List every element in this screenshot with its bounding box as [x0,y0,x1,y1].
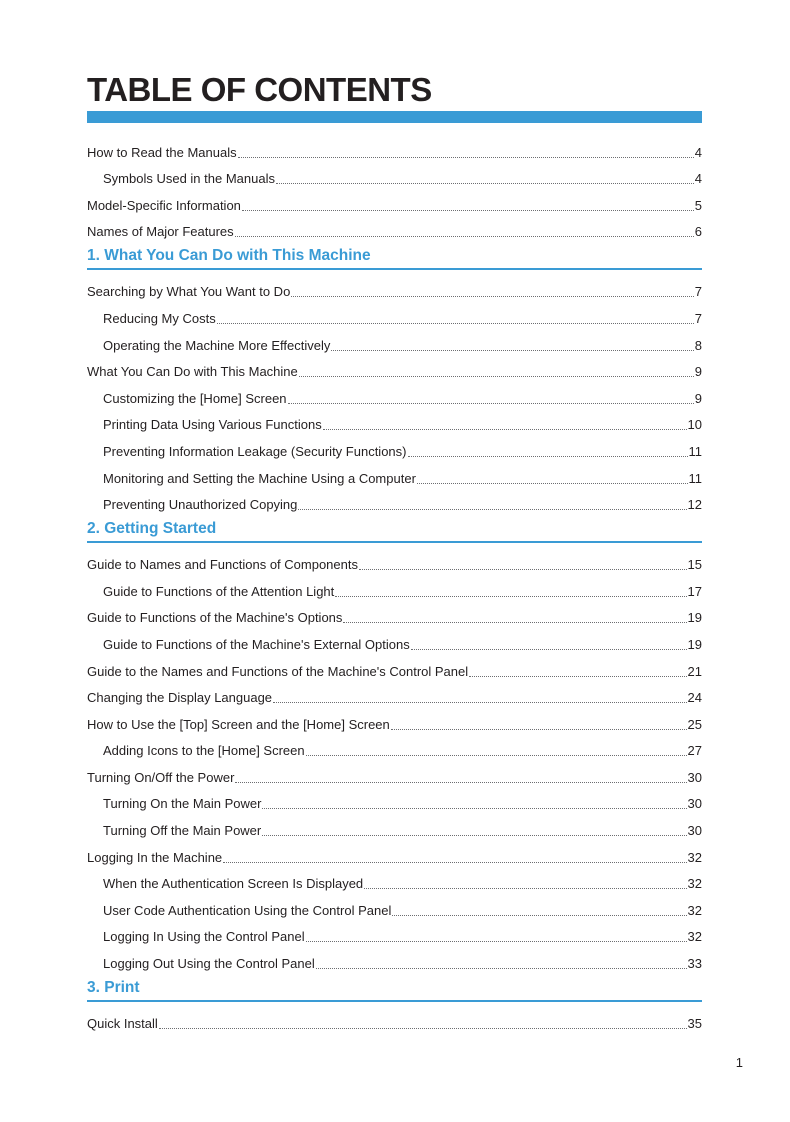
dot-leader [391,719,687,730]
toc-page-number: 11 [688,443,702,459]
toc-page-number: 10 [687,417,702,433]
toc-page-number: 4 [694,144,702,160]
toc-entry-title: Logging In Using the Control Panel [103,929,305,945]
toc-entry-title: Logging In the Machine [87,849,223,865]
dot-leader [288,393,694,404]
page-title: TABLE OF CONTENTS [87,71,432,108]
dot-leader [469,666,686,677]
dot-leader [159,1018,687,1029]
toc-entry-title: Names of Major Features [87,224,234,240]
dot-leader [223,852,686,863]
toc-subentry[interactable] [87,407,702,434]
dot-leader [408,446,688,457]
toc-page-number: 32 [687,902,702,918]
toc-subentry[interactable] [87,327,702,354]
toc-page-number: 30 [687,769,702,785]
toc-page-number: 5 [694,197,702,213]
toc-page-number: 35 [687,1016,702,1032]
dot-leader [276,173,694,184]
dot-leader [331,340,693,351]
dot-leader [273,692,687,703]
toc-entry-title: Guide to Functions of the Machine's Options [87,610,343,626]
chapter-title: 3. Print [87,979,140,997]
toc-entry[interactable] [87,706,702,733]
toc-page-number: 33 [687,956,702,972]
toc-entry-title: Monitoring and Setting the Machine Using a Computer [103,470,416,486]
toc-entry-title: Changing the Display Language [87,690,273,706]
toc-entry[interactable] [87,839,702,866]
dot-leader [392,905,686,916]
toc-subentry[interactable] [87,433,702,460]
dot-leader [291,286,693,297]
dot-leader [298,499,686,510]
dot-leader [217,313,694,324]
toc-entry[interactable] [87,354,702,381]
toc-entry[interactable] [87,214,702,241]
toc-subentry[interactable] [87,866,702,893]
toc-entry-title: Model-Specific Information [87,197,241,213]
toc-entry-title: Turning On the Main Power [103,796,262,812]
toc-entry-title: Quick Install [87,1016,158,1032]
toc-page-number: 11 [688,470,702,486]
toc-page-number: 25 [687,716,702,732]
toc-page-number: 19 [687,636,702,652]
toc-entry-title: Guide to Functions of the Attention Light [103,583,335,599]
dot-leader [262,825,686,836]
toc-page-number: 4 [694,171,702,187]
toc-subentry[interactable] [87,300,702,327]
toc-entry-title: How to Read the Manuals [87,144,237,160]
toc-entry[interactable] [87,680,702,707]
toc-subentry[interactable] [87,573,702,600]
toc-entry[interactable] [87,653,702,680]
toc-entry-title: User Code Authentication Using the Control Panel [103,902,392,918]
toc-entry-title: Symbols Used in the Manuals [103,171,275,187]
toc-page-number: 21 [687,663,702,679]
title-underline-bar [87,111,702,123]
toc-entry-title: Turning On/Off the Power [87,769,235,785]
toc-entry-title: Printing Data Using Various Functions [103,417,322,433]
page-number: 1 [735,1055,743,1070]
toc-page-number: 7 [694,284,702,300]
toc-entry-title: Searching by What You Want to Do [87,284,291,300]
toc-subentry[interactable] [87,161,702,188]
toc-page-number: 6 [694,224,702,240]
dot-leader [417,473,688,484]
toc-page-number: 24 [687,690,702,706]
toc-page-number: 15 [687,557,702,573]
dot-leader [235,772,686,783]
toc-entry[interactable] [87,187,702,214]
toc-entry-title: Customizing the [Home] Screen [103,390,287,406]
chapter-heading [87,513,702,543]
toc-page-number: 32 [687,929,702,945]
toc-page-number: 32 [687,849,702,865]
toc-entry-title: When the Authentication Screen Is Displayed [103,876,364,892]
toc-entry[interactable] [87,1002,702,1032]
toc-entry-title: Preventing Unauthorized Copying [103,497,298,513]
toc-subentry[interactable] [87,626,702,653]
toc-page-number: 27 [687,743,702,759]
dot-leader [238,147,694,158]
toc-entry-title: Operating the Machine More Effectively [103,337,331,353]
toc-entry-title: Guide to the Names and Functions of the Machine's Control Panel [87,663,469,679]
dot-leader [306,931,687,942]
toc-page-number: 30 [687,823,702,839]
toc-entry-title: Reducing My Costs [103,310,216,326]
dot-leader [411,639,687,650]
toc-entry-title: Guide to Functions of the Machine's External Options [103,636,410,652]
toc-subentry[interactable] [87,460,702,487]
chapter-heading [87,240,702,270]
toc-entry[interactable] [87,543,702,573]
table-of-contents [87,134,702,1032]
toc-page-number: 30 [687,796,702,812]
toc-page-number: 32 [687,876,702,892]
dot-leader [343,612,686,623]
toc-subentry[interactable] [87,786,702,813]
toc-page-number: 8 [694,337,702,353]
dot-leader [299,366,694,377]
toc-entry-title: Turning Off the Main Power [103,823,262,839]
toc-page-number: 9 [694,390,702,406]
dot-leader [323,419,687,430]
toc-entry-title: Logging Out Using the Control Panel [103,956,315,972]
dot-leader [262,798,686,809]
toc-subentry[interactable] [87,812,702,839]
dot-leader [306,745,687,756]
toc-entry-title: How to Use the [Top] Screen and the [Home] Screen [87,716,390,732]
dot-leader [335,586,686,597]
dot-leader [359,559,687,570]
toc-subentry[interactable] [87,892,702,919]
toc-entry[interactable] [87,600,702,627]
toc-subentry[interactable] [87,945,702,972]
toc-subentry[interactable] [87,733,702,760]
toc-entry-title: What You Can Do with This Machine [87,364,298,380]
toc-subentry[interactable] [87,487,702,514]
toc-entry[interactable] [87,270,702,300]
chapter-title: 1. What You Can Do with This Machine [87,247,371,265]
toc-entry-title: Preventing Information Leakage (Security Functions) [103,443,407,459]
toc-subentry[interactable] [87,919,702,946]
toc-page-number: 19 [687,610,702,626]
toc-subentry[interactable] [87,380,702,407]
toc-page-number: 9 [694,364,702,380]
dot-leader [242,200,694,211]
dot-leader [316,958,687,969]
toc-page-number: 12 [687,497,702,513]
chapter-heading [87,972,702,1002]
toc-entry[interactable] [87,759,702,786]
toc-page-number: 7 [694,310,702,326]
toc-entry-title: Guide to Names and Functions of Components [87,557,358,573]
toc-page-number: 17 [687,583,702,599]
toc-entry[interactable] [87,134,702,161]
toc-entry-title: Adding Icons to the [Home] Screen [103,743,305,759]
dot-leader [364,878,686,889]
dot-leader [235,226,694,237]
chapter-title: 2. Getting Started [87,520,217,538]
